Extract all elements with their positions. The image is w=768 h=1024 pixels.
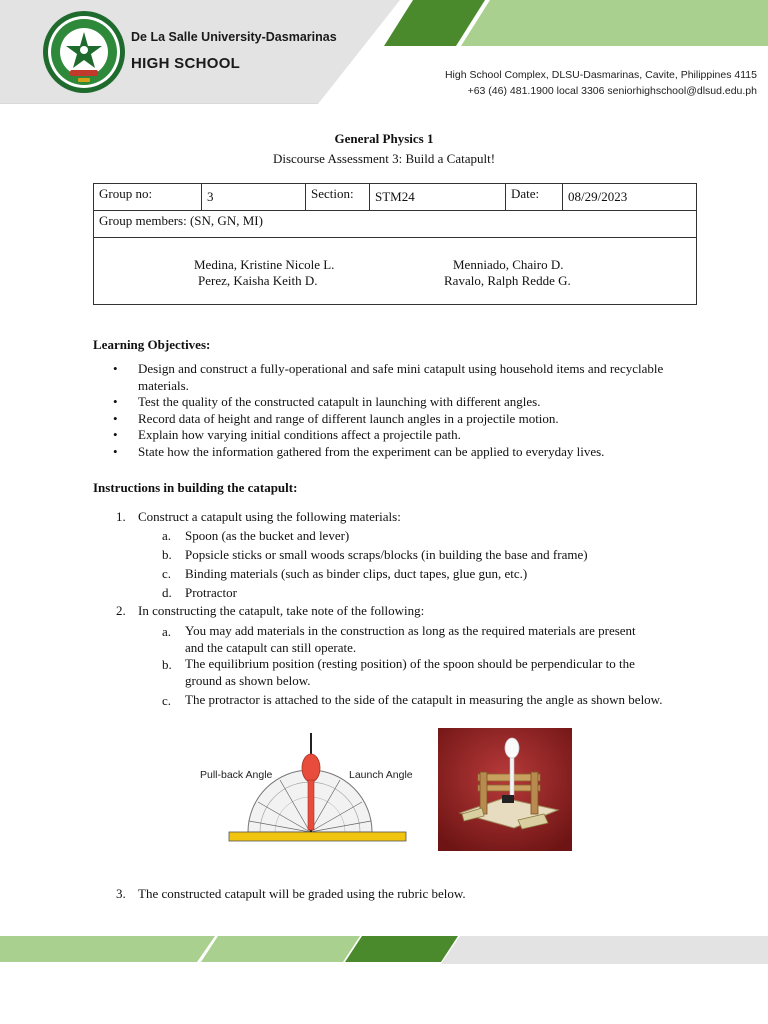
sub-marker: b.: [162, 657, 172, 672]
member-4: Ravalo, Ralph Redde G.: [444, 273, 571, 288]
sub-marker: a.: [162, 528, 172, 543]
member-2: Perez, Kaisha Keith D.: [198, 273, 318, 288]
launch-angle-label: Launch Angle: [349, 769, 413, 781]
step-number: 2.: [116, 603, 126, 618]
sub-marker: b.: [162, 547, 172, 562]
group-no-label: Group no:: [94, 184, 202, 211]
material-item: Binding materials (such as binder clips, duct tapes, glue gun, etc.): [185, 566, 528, 581]
objective-text: Record data of height and range of different launch angles in a projectile motion.: [138, 410, 559, 426]
list-item: • Design and construct a fully-operational and safe mini catapult using household items and recyclable materials.: [113, 361, 664, 393]
list-item: • Explain how varying initial conditions affect a projectile path.: [113, 427, 461, 443]
pull-back-angle-label: Pull-back Angle: [200, 769, 273, 781]
date-value: 08/29/2023: [563, 184, 697, 211]
school-name: HIGH SCHOOL: [131, 55, 241, 72]
objective-text: Design and construct a fully-operational and safe mini catapult using household items and recyclable materials.: [138, 361, 664, 393]
member-1: Medina, Kristine Nicole L.: [194, 257, 335, 272]
assessment-title: Discourse Assessment 3: Build a Catapult!: [272, 151, 496, 166]
school-address: High School Complex, DLSU-Dasmarinas, Cavite, Philippines 4115: [444, 69, 757, 81]
note-item: The protractor is attached to the side of the catapult in measuring the angle as shown below.: [185, 692, 663, 707]
step-3-text: The constructed catapult will be graded using the rubric below.: [138, 886, 466, 901]
section-label: Section:: [306, 184, 370, 211]
list-item: • Record data of height and range of different launch angles in a projectile motion.: [113, 410, 559, 426]
members-label: Group members: (SN, GN, MI): [94, 211, 697, 238]
members-cell: [94, 238, 697, 305]
sub-marker: c.: [162, 693, 172, 708]
protractor-diagram: [200, 728, 430, 850]
course-title: General Physics 1: [334, 131, 434, 146]
step-1-text: Construct a catapult using the following materials:: [138, 509, 401, 524]
material-item: Popsicle sticks or small woods scraps/blocks (in building the base and frame): [185, 547, 588, 562]
list-item: • Test the quality of the constructed catapult in launching with different angles.: [113, 394, 541, 410]
sub-marker: d.: [162, 585, 172, 600]
group-info-table: [93, 183, 697, 305]
instructions-heading: Instructions in building the catapult:: [93, 480, 298, 495]
objectives-heading: Learning Objectives:: [93, 337, 211, 352]
step-number: 1.: [116, 509, 126, 524]
date-label: Date:: [506, 184, 563, 211]
step-number: 3.: [116, 886, 126, 901]
material-item: Spoon (as the bucket and lever): [185, 528, 350, 543]
sub-marker: c.: [162, 566, 172, 581]
objectives-list: [113, 361, 673, 461]
group-no-value: 3: [202, 184, 306, 211]
section-value: STM24: [370, 184, 506, 211]
objective-text: Test the quality of the constructed catapult in launching with different angles.: [138, 394, 541, 410]
note-item: The equilibrium position (resting position) of the spoon should be perpendicular to the ground as shown below.: [185, 656, 635, 688]
footer-banner: [0, 936, 768, 964]
school-contact: +63 (46) 481.1900 local 3306 seniorhighschool@dlsud.edu.ph: [467, 85, 757, 97]
university-name: De La Salle University-Dasmarinas: [131, 30, 337, 44]
list-item: • State how the information gathered from the experiment can be applied to everyday lives.: [113, 443, 605, 459]
objective-text: State how the information gathered from the experiment can be applied to everyday lives.: [138, 443, 605, 459]
step-2-text: In constructing the catapult, take note of the following:: [138, 603, 425, 618]
sub-marker: a.: [162, 624, 172, 639]
objective-text: Explain how varying initial conditions affect a projectile path.: [138, 427, 461, 443]
member-3: Menniado, Chairo D.: [453, 257, 564, 272]
note-item: You may add materials in the construction as long as the required materials are present and the catapult can still operate.: [185, 623, 636, 655]
material-item: Protractor: [185, 585, 237, 600]
catapult-photo: [438, 728, 572, 851]
school-seal-logo: [42, 10, 126, 94]
